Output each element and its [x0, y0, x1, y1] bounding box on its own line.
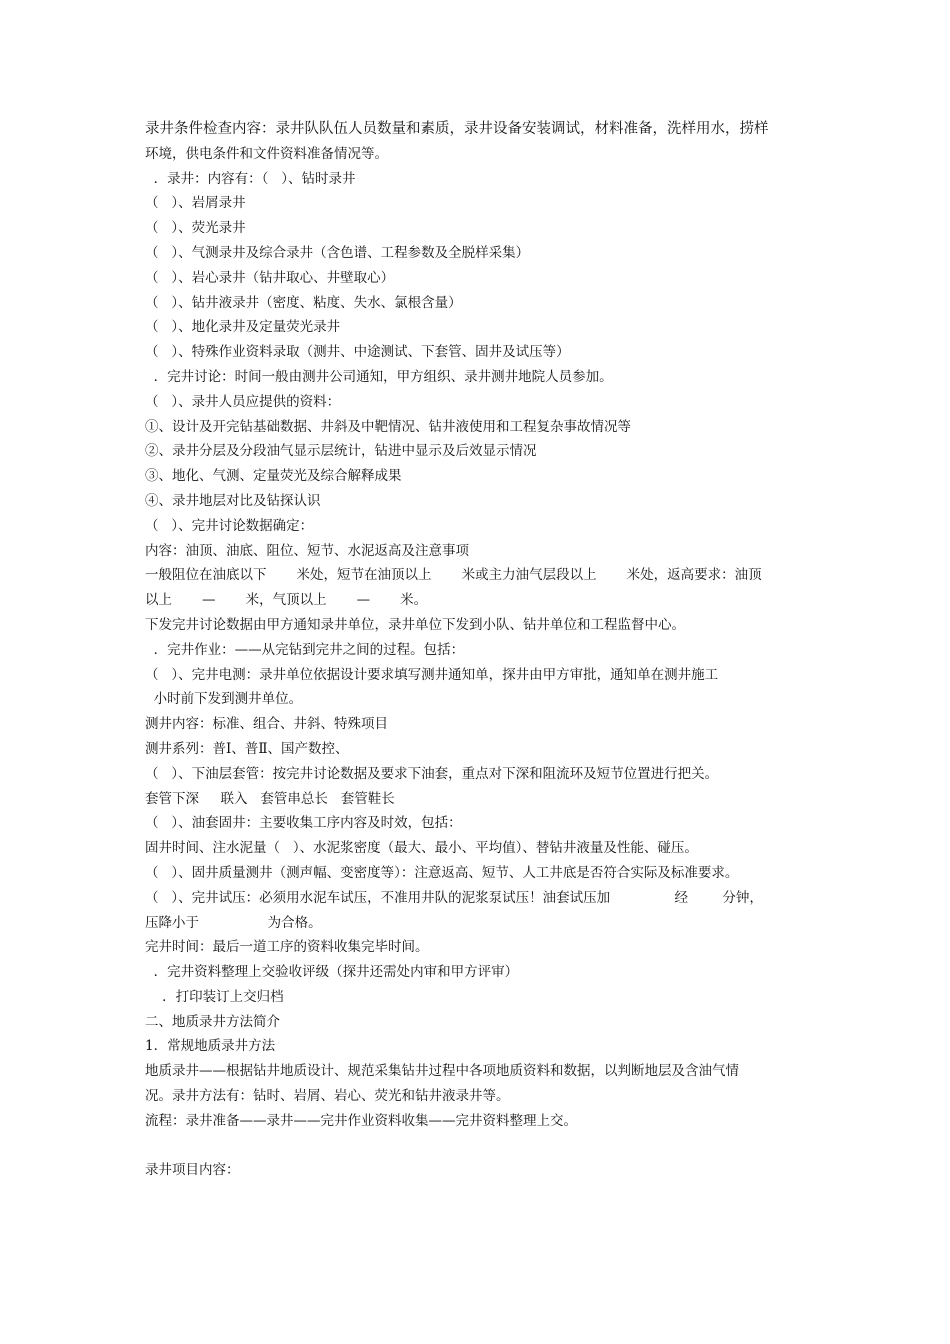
section-line: ．打印装订上交归档 — [145, 988, 284, 1005]
paragraph-line: 环境，供电条件和文件资料准备情况等。 — [145, 145, 388, 162]
list-item: （ ）、录井人员应提供的资料： — [145, 393, 341, 410]
paragraph-line: 小时前下发到测井单位。 — [145, 691, 303, 708]
subsection-heading: 1．常规地质录井方法 — [145, 1038, 276, 1055]
list-item: （ ）、完井试压：必须用水泥车试压，不准用井队的泥浆泵试压！油套试压加 经 分钟， — [145, 889, 763, 906]
list-item: （ ）、完井电测：录井单位依据设计要求填写测井通知单，探井由甲方审批，通知单在测井施工 — [145, 666, 719, 683]
paragraph-line: 完井时间：最后一道工序的资料收集完毕时间。 — [145, 939, 429, 956]
list-item: （ ）、特殊作业资料录取（测井、中途测试、下套管、固井及试压等） — [145, 344, 570, 361]
list-item: （ ）、气测录井及综合录井（含色谱、工程参数及全脱样采集） — [145, 244, 530, 261]
paragraph-line: 测井内容：标准、组合、井斜、特殊项目 — [145, 716, 388, 733]
list-item: （ ）、钻井液录井（密度、粘度、失水、氯根含量） — [145, 294, 462, 311]
paragraph-line: 固井时间、注水泥量（ ）、水泥浆密度（最大、最小、平均值）、替钻井液量及性能、碰压。 — [145, 840, 698, 857]
list-item: （ ）、下油层套管：按完井讨论数据及要求下油套，重点对下深和阻流环及短节位置进行把关。 — [145, 765, 719, 782]
section-line: ．完井资料整理上交验收评级（探井还需处内审和甲方评审） — [145, 964, 519, 981]
paragraph-line: 录井条件检查内容：录井队队伍人员数量和素质，录井设备安装调试，材料准备，洗样用水，捞样 — [145, 121, 769, 137]
section-line: ．完井讨论：时间一般由测井公司通知，甲方组织、录井测井地院人员参加。 — [145, 368, 613, 385]
list-item: （ ）、岩屑录井 — [145, 195, 246, 212]
list-item: （ ）、油套固井：主要收集工序内容及时效，包括： — [145, 815, 462, 832]
list-item: （ ）、岩心录井（钻井取心、井壁取心） — [145, 269, 395, 286]
paragraph-line: 况。录井方法有：钻时、岩屑、岩心、荧光和钻井液录井等。 — [145, 1088, 510, 1105]
section-line: ．录井：内容有：（ ）、钻时录井 — [145, 170, 356, 187]
paragraph-line: 内容：油顶、油底、阻位、短节、水泥返高及注意事项 — [145, 542, 469, 559]
list-item: （ ）、荧光录井 — [145, 220, 246, 237]
list-item: ②、录井分层及分段油气显示层统计，钻进中显示及后效显示情况 — [145, 443, 537, 460]
paragraph-line: 录井项目内容： — [145, 1162, 240, 1179]
list-item: （ ）、完井讨论数据确定： — [145, 517, 314, 534]
list-item: ③、地化、气测、定量荧光及综合解释成果 — [145, 468, 402, 485]
list-item: （ ）、固井质量测井（测声幅、变密度等）：注意返高、短节、人工井底是否符合实际及标准要求。 — [145, 864, 739, 881]
section-heading: 二、地质录井方法简介 — [145, 1013, 280, 1030]
list-item: ④、录井地层对比及钻探认识 — [145, 492, 321, 509]
list-item: ①、设计及开完钻基础数据、井斜及中靶情况、钻井液使用和工程复杂事故情况等 — [145, 418, 631, 435]
paragraph-line: 一般阻位在油底以下 米处，短节在油顶以上 米或主力油气层段以上 米处，返高要求：油顶 — [145, 567, 762, 584]
paragraph-line: 压降小于 为合格。 — [145, 914, 322, 931]
list-item: （ ）、地化录井及定量荧光录井 — [145, 319, 341, 336]
paragraph-line: 下发完井讨论数据由甲方通知录井单位，录井单位下发到小队、钻井单位和工程监督中心。 — [145, 616, 685, 633]
paragraph-line: 以上 — 米，气顶以上 — 米。 — [145, 592, 428, 609]
section-line: ．完井作业：——从完钻到完井之间的过程。包括： — [145, 641, 465, 658]
paragraph-line: 测井系列：普Ⅰ、普Ⅱ、国产数控、 — [145, 740, 349, 757]
paragraph-line: 流程：录井准备——录井——完井作业资料收集——完井资料整理上交。 — [145, 1112, 577, 1129]
blank-line — [145, 1134, 815, 1159]
document-body — [145, 117, 815, 1183]
paragraph-line: 套管下深 联入 套管串总长 套管鞋长 — [145, 790, 395, 807]
paragraph-line: 地质录井——根据钻井地质设计、规范采集钻井过程中各项地质资料和数据，以判断地层及含油气情 — [145, 1063, 739, 1080]
